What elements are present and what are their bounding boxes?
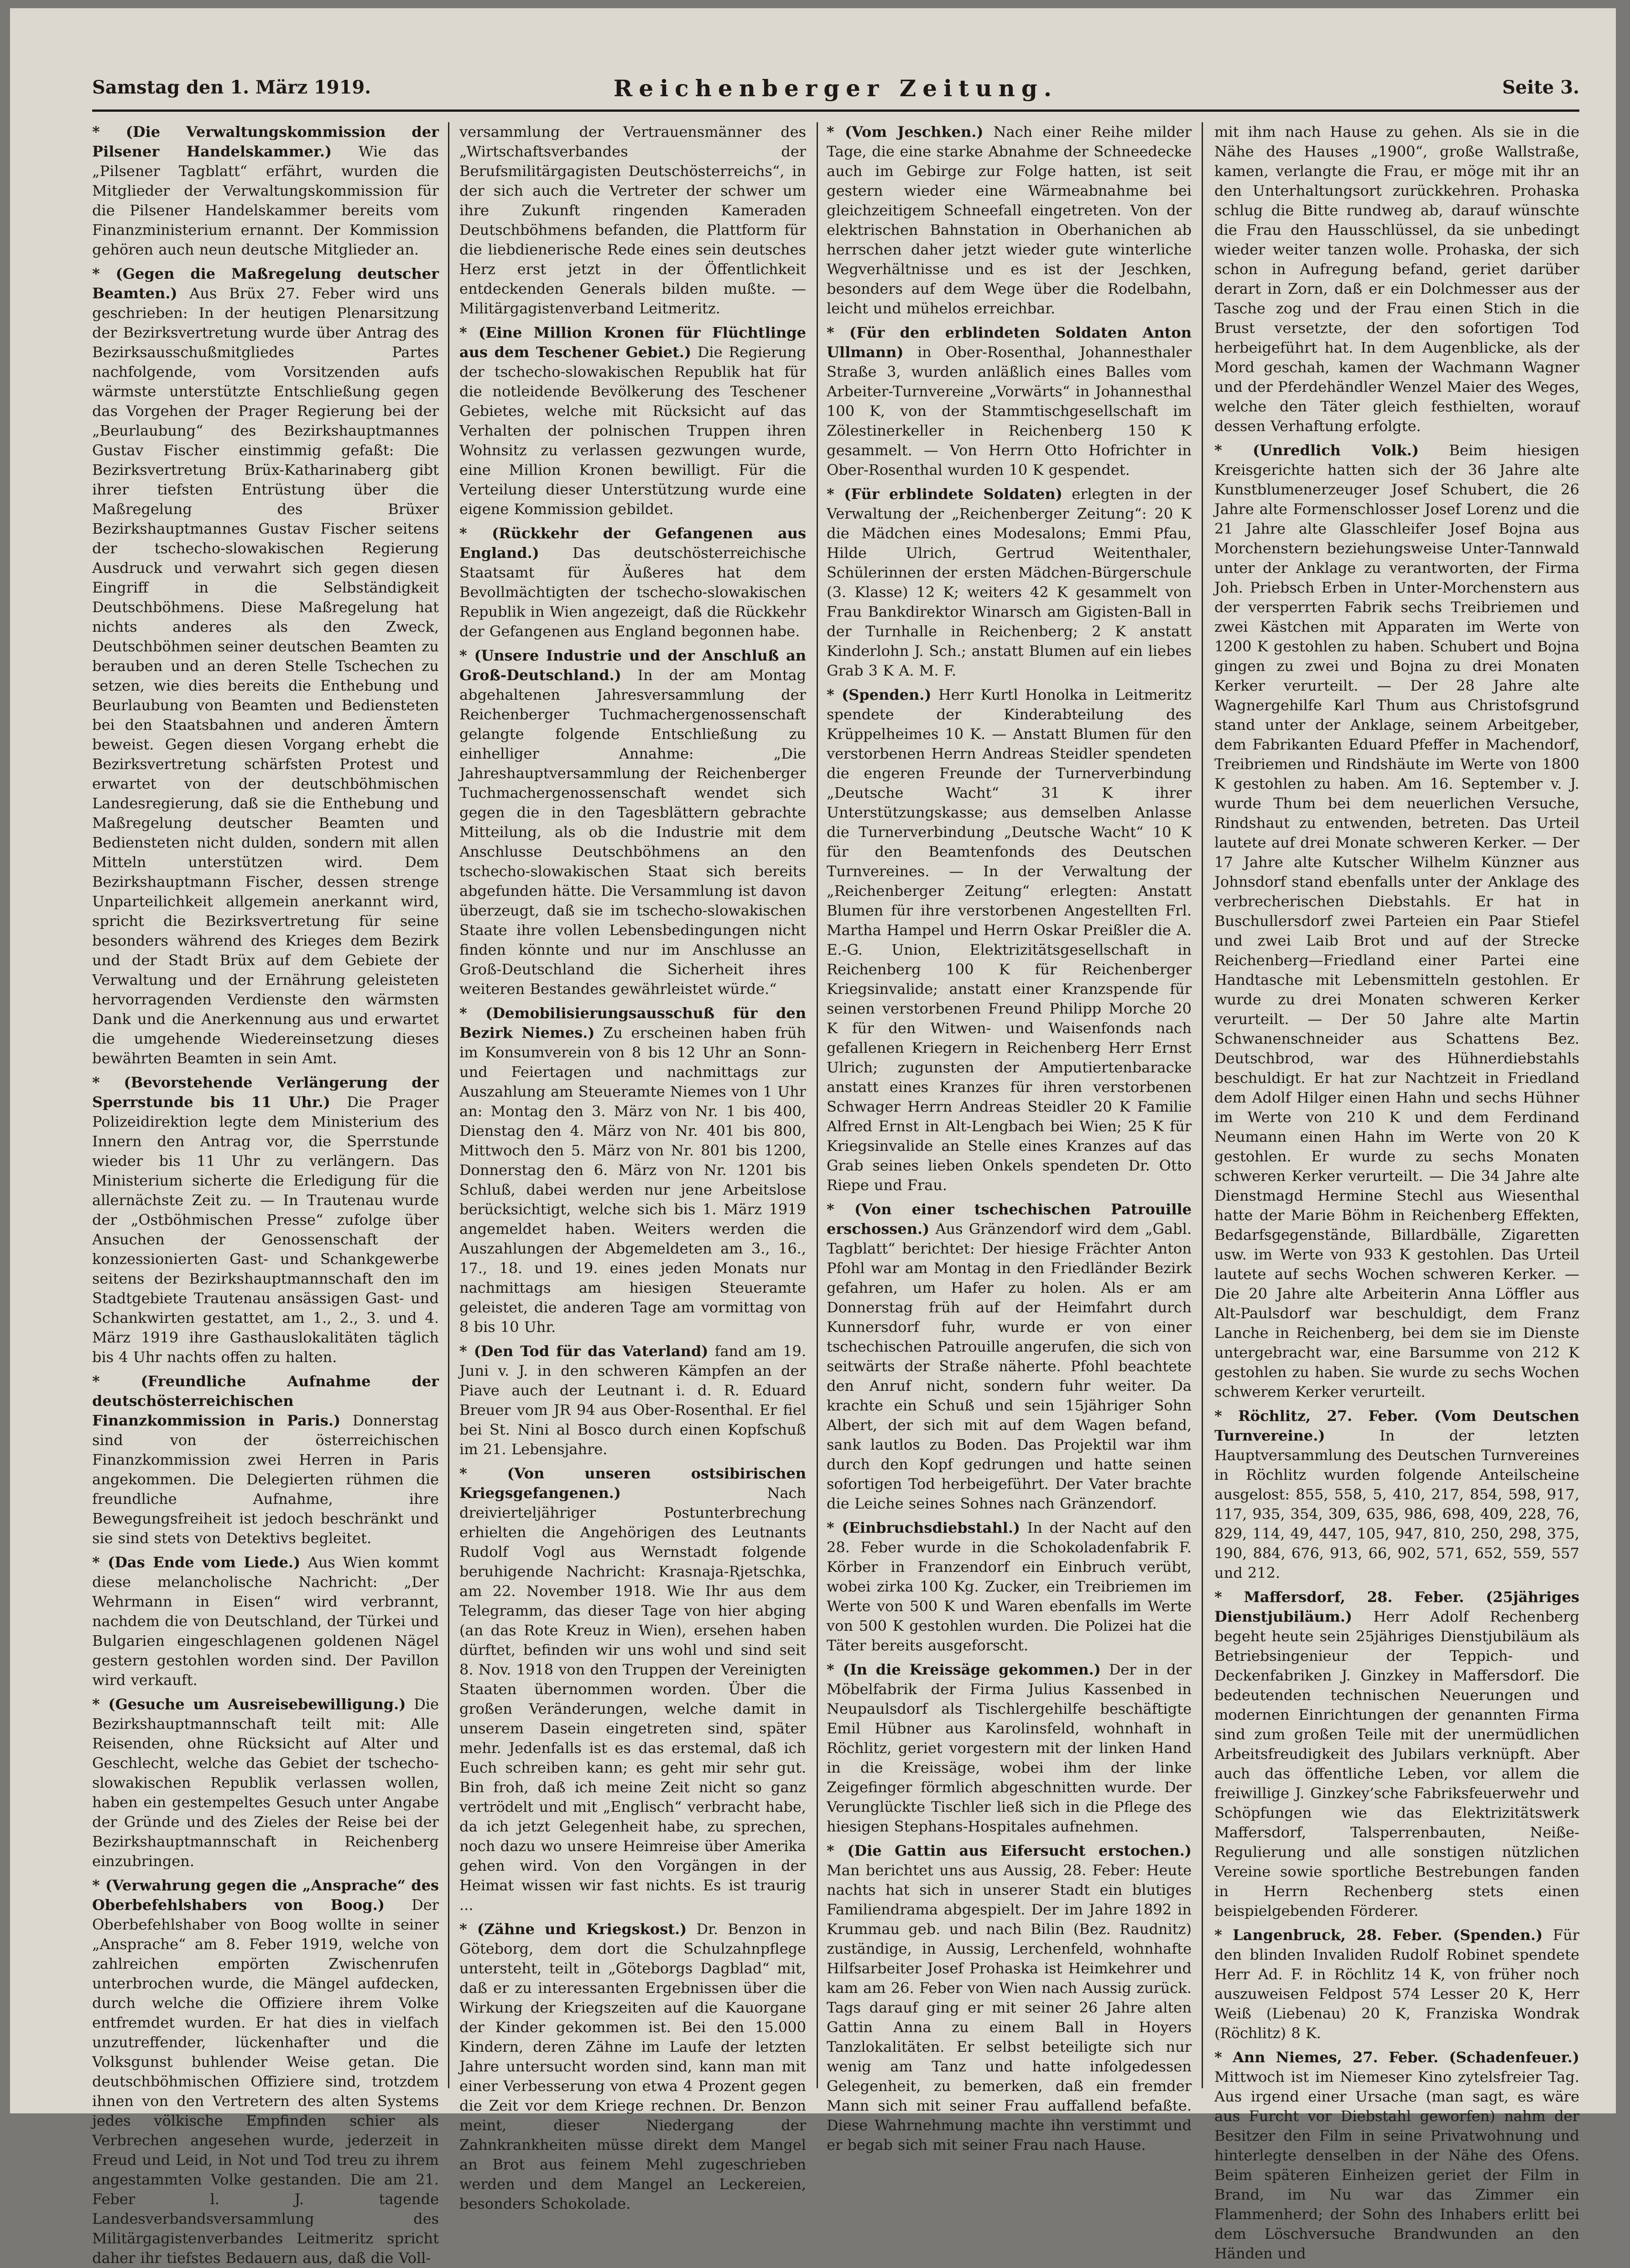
article-text: Aus Brüx 27. Feber wird uns geschrieben: In der heutigen Plenarsitzung der Bezirksvertretung wurde über Antrag des Bezirksausschußmitgliedes Partes nachfolgende, vom Vorsitzenden aufs wärmste unterstützte Entschließung gegen das Vorgehen der Prager Regierung bei der „Beurlaubung“ des Bezirkshauptmannes Gustav Fischer einstimmig gefaßt: Die Bezirksvertretung Brüx-Katharinaberg gibt ihrer tiefsten Entrüstung über die Maßregelung des Brüxer Bezirkshauptmannes Gustav Fischer seitens der tschecho-slowakischen Regierung Ausdruck und verwahrt sich gegen diesen Eingriff in die Selbständigkeit Deutschböhmens. Diese Maßregelung hat nichts anderes als den Zweck, Deutschböhmen seiner deutschen Beamten zu berauben und an deren Stelle Tschechen zu setzen, wie dies bereits die Enthebung und Beurlaubung von Beamten und Bediensteten bei den Staatsbahnen und anderen Ämtern beweist. Gegen diesen Vorgang erhebt die Bezirksvertretung schärfsten Protest und erwartet von der deutschböhmischen Landesregierung, daß sie die Enthebung und Maßregelung deutscher Beamten und Bediensteten nicht dulden, sondern mit allen Mitteln unterstützen wird. Dem Bezirkshauptmann Fischer, dessen strenge Unparteilichkeit allgemein anerkannt wird, spricht die Bezirksvertretung für seine besonders während des Krieges dem Bezirk und der Stadt Brüx auf dem Gebiete der Verwaltung und der Ernährung geleisteten hervorragenden Verdienste den wärmsten Dank und die Anerkennung aus und erwartet die umgehende Wiedereinsetzung dieses bewährten Beamten in sein Amt. — [92, 285, 439, 1067]
page-number: Seite 3. — [1502, 77, 1579, 98]
article — [827, 122, 1192, 318]
article-headline: * (Einbruchsdiebstahl.) — [827, 1519, 1020, 1536]
article-text: Wie das „Pilsener Tagblatt“ erfährt, wurden die Mitglieder der Verwaltungskommission für die Pilsener Handelskammer bereits vom Finanzministerium ernannt. Der Kommission gehören auch neun deutsche Mitglieder an. — [92, 143, 439, 258]
article-text: Nach dreivierteljähriger Postunterbrechung erhielten die Angehörigen des Leutnants Rudolf Vogl aus Wernstadt folgende beruhigende Nachricht: Krasnaja-Rjetschka, am 22. November 1918. Wie Ihr aus dem Telegramm, das dieser Tage von hier abging (an das Rote Kreuz in Wien), ersehen haben dürftet, befinden wir uns wohl und sind seit 8. Nov. 1918 von den Truppen der Vereinigten Staaten übernommen worden. Über die großen Veränderungen, welche damit in unserem Dasein eingetreten sind, später mehr. Jedenfalls ist es das erstemal, daß ich Euch schreiben kann; es geht mir sehr gut. Bin froh, daß ich meine Zeit nicht so ganz vertrödelt und mit „Englisch“ verbracht habe, da ich jetzt Gelegenheit habe, zu sprechen, noch dazu wo unsere Heimreise über Amerika gehen wird. Von den Vorgängen in der Heimat wissen wir fast nichts. Es ist traurig ... — [459, 1484, 806, 1914]
article — [827, 1518, 1192, 1655]
article-headline: * (Verwahrung gegen die „Ansprache“ des Oberbefehlshabers von Boog.) — [92, 1877, 439, 1914]
article — [827, 1660, 1192, 1836]
article — [827, 323, 1192, 480]
article-headline: * Langenbruck, 28. Feber. (Spenden.) — [1214, 1926, 1542, 1944]
article-headline: * (Gesuche um Ausreisebewilligung.) — [92, 1696, 406, 1713]
article — [1214, 122, 1579, 436]
article — [827, 685, 1192, 1195]
article-text: Zu erscheinen haben früh im Konsumverein von 8 bis 12 Uhr an Sonn- und Feiertagen und nachmittags zur Auszahlung am Steueramte Niemes von 1 Uhr an: Montag den 3. März von Nr. 1 bis 400, Dienstag den 4. März von Nr. 401 bis 800, Mittwoch den 5. März von Nr. 801 bis 1200, Donnerstag den 6. März von Nr. 1201 bis Schluß, dabei werden nur jene Arbeitslose berücksichtigt, welche sich bis 1. März 1919 angemeldet haben. Weiters werden die Auszahlungen der Abgemeldeten am 3., 16., 17., 18. und 19. eines jeden Monats nur nachmittags am hiesigen Steueramte geleistet, die anderen Tage am vormittag von 8 bis 10 Uhr. — [459, 1024, 807, 1336]
article-headline: * (Vom Jeschken.) — [827, 123, 984, 140]
article-headline: * (Eine Million Kronen für Flüchtlinge aus dem Teschener Gebiet.) — [459, 324, 806, 361]
column-divider — [1202, 122, 1203, 2088]
article-text: Mittwoch ist im Niemeser Kino zytelsfreier Tag. Aus irgend einer Ursache (man sagt, es wäre aus Furcht vor Diebstahl geworfen) nahm der Besitzer den Film in seine Privatwohnung und hinterlegte denselben in der Nähe des Ofens. Beim späteren Einheizen geriet der Film in Brand, im Nu war das Zimmer ein Flammenherd; der Sohn des Inhabers erlitt bei dem Löschversuche Brandwunden an den Händen und — [1214, 2068, 1579, 2262]
article — [92, 1695, 439, 1871]
article-text: Herr Kurtl Honolka in Leitmeritz spendete der Kinderabteilung des Krüppelheimes 10 K. — Anstatt Blumen für den verstorbenen Herrn Andreas Steidler spendeten die engeren Freunde der Turnerverbindung „Deutsche Wacht“ 31 K ihrer Unterstützungskasse; aus demselben Anlasse die Turnerverbindung „Deutsche Wacht“ 10 K für den Beamtenfonds des Deutschen Turnvereines. — In der Verwaltung der „Reichenberger Zeitung“ erlegten: Anstatt Blumen für ihre verstorbenen Angestellten Frl. Martha Hampel und Herrn Oskar Preißler die A. E.-G. Union, Elektrizitätsgesellschaft in Reichenberg 100 K für Reichenberger Kriegsinvalide; anstatt einer Kranzspende für seinen verstorbenen Freund Philipp Morche 20 K für den Witwen- und Waisenfonds nach gefallenen Kriegern in Reichenberg Herr Ernst Ulrich; zugunsten der Amputiertenbaracke anstatt eines Kranzes für ihren verstorbenen Schwager Herrn Andreas Steidler 20 K Familie Alfred Ernst in Alt-Lengbach bei Wien; 25 K für Kriegsinvalide an Stelle eines Kranzes auf das Grab seines lieben Onkels spendeten Dr. Otto Riepe und Frau. — [827, 686, 1192, 1194]
article-headline: * (Die Gattin aus Eifersucht erstochen.) — [827, 1842, 1192, 1859]
article-text: Dr. Benzon in Göteborg, dem dort die Schulzahnpflege untersteht, teilt in „Göteborgs Dagblad“ mit, daß er zu interessanten Ergebnissen über die Wirkung der Kriegszeiten auf die Kauorgane der Kinder gekommen ist. Bei den 15.000 Kindern, deren Zähne im Laufe der letzten Jahre untersucht worden sind, kann man mit einer Verbesserung von etwa 4 Prozent gegen die Zeit vor dem Kriege rechnen. Dr. Benzon meint, dieser Niedergang der Zahnkrankheiten müsse direkt dem Mangel an Brot aus feinem Mehl zugeschrieben werden und dem Mangel an Leckereien, besonders Schokolade. — [459, 1920, 807, 2212]
article — [459, 122, 806, 318]
article-text: Der Oberbefehlshaber von Boog wollte in seiner „Ansprache“ am 8. Feber 1919, welche von zahlreichen empörten Zwischenrufen unterbrochen wurde, die Mängel aufdecken, durch welche die Offiziere ihrem Volke entfremdet wurden. Er hat dies in vielfach unzutreffender, lückenhafter und die Volksgunst buhlender Weise getan. Die deutschböhmischen Offiziere sind, trotzdem ihnen von den Vertretern des alten Systems jedes völkische Empfinden schier als Verbrechen angesehen wurde, jederzeit in Freud und Leid, in Not und Tod treu zu ihrem angestammten Volke gestanden. Die am 21. Feber l. J. tagende Landesverbandsversammlung des Militärgagistenverbandes Leitmeritz spricht daher ihr tiefstes Bedauern aus, daß die Voll- — [92, 1896, 439, 2267]
article-text: Aus Gränzendorf wird dem „Gabl. Tagblatt“ berichtet: Der hiesige Frächter Anton Pfohl war am Montag in den Friedländer Bezirk gefahren, um Hafer zu holen. Als er am Donnerstag früh auf der Heimfahrt durch Kunnersdorf fuhr, wurde er von einer tschechischen Patrouille angerufen, die sich von seitwärts der Straße näherte. Pfohl beachtete den Anruf nicht, sondern fuhr weiter. Da krachte ein Schuß und sein 15jähriger Sohn Albert, der sich mit auf dem Wagen befand, sank lautlos zu Boden. Das Projektil war ihm durch den Kopf gedrungen und hatte seinen sofortigen Tod herbeigeführt. Der Vater brachte die Leiche seines Sohnes nach Gränzendorf. — [827, 1220, 1192, 1512]
column-3 — [827, 122, 1192, 2154]
article-text: mit ihm nach Hause zu gehen. Als sie in die Nähe des Hauses „1900“, große Wallstraße, kamen, verlangte die Frau, er möge mit ihr an den Unterhaltungsort zurückkehren. Prohaska schlug die Bitte rundweg ab, darauf wünschte die Frau den Hausschlüssel, da sie unbedingt wieder weiter tanzen wolle. Prohaska, der sich schon in Aufregung befand, geriet darüber derart in Zorn, daß er ein Dolchmesser aus der Tasche zog und der Frau einen Stich in die Brust versetzte, der den sofortigen Tod herbeigeführt hat. In dem Augenblicke, als der Mord geschah, kamen der Wachmann Wagner und der Pferdehändler Wenzel Maier des Weges, welche den Täter gleich festhielten, worauf dessen Verhaftung erfolgte. — [1214, 123, 1579, 435]
article-headline: * (Für den erblindeten Soldaten Anton Ullmann) — [827, 324, 1192, 361]
article-headline: * (Zähne und Kriegskost.) — [459, 1920, 687, 1938]
article-headline: * (Unsere Industrie und der Anschluß an Groß-Deutschland.) — [459, 647, 806, 684]
article-headline: * (Für erblindete Soldaten) — [827, 485, 1062, 503]
article-text: Aus Wien kommt diese melancholische Nachricht: „Der Wehrmann in Eisen“ wird verbrannt, nachdem die von Deutschland, der Türkei und Bulgarien eingeschlagenen goldenen Nägel gestern gestohlen worden sind. Der Pavillon wird verkauft. — [92, 1554, 439, 1689]
article — [459, 1004, 806, 1337]
article — [459, 1919, 806, 2214]
article — [92, 1073, 439, 1367]
article-text: in Ober-Rosenthal, Johannesthaler Straße 3, wurden anläßlich eines Balles vom Arbeiter-Turnvereine „Vorwärts“ in Johannesthal 100 K, von der Stammtischgesellschaft im Zölestinerkeller in Reichenberg 150 K gesammelt. — Von Herrn Otto Hofrichter in Ober-Rosenthal wurden 10 K gespendet. — [827, 343, 1192, 479]
article-headline: * (Von unseren ostsibirischen Kriegsgefangenen.) — [459, 1465, 806, 1502]
article-headline: * Maffersdorf, 28. Feber. (25jähriges Dienstjubiläum.) — [1214, 1588, 1579, 1625]
article — [459, 646, 806, 999]
newspaper-page — [10, 8, 1616, 2267]
article — [459, 323, 806, 519]
article-text: fand am 19. Juni v. J. in den schweren Kämpfen an der Piave auch der Leutnant i. d. R. Eduard Breuer vom JR 94 aus Ober-Rosenthal. Er fiel bei St. Nini al Bosco durch einen Kopfschuß im 21. Lebensjahre. — [459, 1342, 807, 1458]
article — [92, 1553, 439, 1690]
article-text: Die Prager Polizeidirektion legte dem Ministerium des Innern den Antrag vor, die Sperrstunde wieder bis 11 Uhr zu verlängern. Das Ministerium sicherte die Erledigung für die allernächste Zeit zu. — In Trautenau wurde der „Ostböhmischen Presse“ zufolge über Ansuchen der Genossenschaft der konzessionierten Gast- und Schankgewerbe seitens der Bezirkshauptmannschaft den im Stadtgebiete Trautenau ansässigen Gast- und Schankwirten gestattet, am 1., 2., 3. und 4. März 1919 ihre Gasthauslokalitäten täglich bis 4 Uhr nachts offen zu halten. — [92, 1093, 439, 1366]
article — [827, 1200, 1192, 1514]
article-text: Herr Adolf Rechenberg begeht heute sein 25jähriges Dienstjubiläum als Betriebsingenieur der Teppich- und Deckenfabriken J. Ginzkey in Maffersdorf. Die bedeutenden technischen Neuerungen und modernen Einrichtungen der genannten Firma sind zum großen Teile mit der unermüdlichen Arbeitsfreudigkeit des Jubilars verknüpft. Aber auch das öffentliche Leben, vor allem die freiwillige J. Ginzkey’sche Fabriksfeuerwehr und Schöpfungen wie das Elektrizitätswerk Maffersdorf, Talsperrenbauten, Neiße-Regulierung und alle sonstigen nützlichen Vereine sowie sportliche Bestrebungen fanden in Herrn Rechenberg stets einen beispielgebenden Förderer. — [1214, 1608, 1579, 1919]
column-2 — [459, 122, 807, 2212]
article-text: Der in der Möbelfabrik der Firma Julius Kassenbed in Neupaulsdorf als Tischlergehilfe beschäftigte Emil Hübner aus Karolinsfeld, wohnhaft in Röchlitz, geriet vorgestern mit der linken Hand in die Kreissäge, wobei ihm der linke Zeigefinger förmlich abgeschnitten wurde. Der Verunglückte Tischler ließ sich in die Pflege des hiesigen Stephans-Hospitales aufnehmen. — [827, 1661, 1192, 1835]
article — [92, 1876, 439, 2268]
article-headline: * (Von einer tschechischen Patrouille erschossen.) — [827, 1201, 1192, 1238]
column-divider — [448, 122, 449, 2088]
article-headline: * (Unredlich Volk.) — [1214, 442, 1419, 459]
article-headline: * (Freundliche Aufnahme der deutschösterreichischen Finanzkommission in Paris.) — [92, 1373, 439, 1429]
article-text: In der letzten Hauptversammlung des Deutschen Turnvereines in Röchlitz wurden folgende Anteilscheine ausgelost: 855, 558, 5, 410, 217, 854, 598, 917, 117, 935, 354, 309, 635, 986, 698, 409, 228, 76, 829, 114, 49, 447, 105, 947, 810, 250, 298, 375, 190, 884, 676, 913, 66, 902, 571, 652, 559, 557 und 212. — [1214, 1427, 1580, 1581]
column-4 — [1214, 122, 1580, 2262]
article — [1214, 1587, 1579, 1921]
article-headline: * (Die Verwaltungskommission der Pilsener Handelskammer.) — [92, 123, 439, 160]
column-1 — [92, 122, 439, 2267]
article-headline: * (Demobilisierungsausschuß für den Bezirk Niemes.) — [459, 1004, 806, 1041]
article — [459, 524, 806, 641]
article-text: Für den blinden Invaliden Rudolf Robinet spendete Herr Ad. F. in Röchlitz 14 K, von früher noch auszuweisen Feldpost 574 Lesser 20 K, Herr Weiß (Liebenau) 20 K, Franziska Wondrak (Röchlitz) 8 K. — [1214, 1926, 1580, 2042]
article-headline: * (Das Ende vom Liede.) — [92, 1554, 300, 1571]
article-text: Beim hiesigen Kreisgerichte hatten sich der 36 Jahre alte Kunstblumenerzeuger Josef Schubert, die 26 Jahre alte Formenschlosser Josef Lorenz und die 21 Jahre alte Glasschleifer Josef Bojna aus Morchenstern beziehungsweise Unter-Tannwald unter der Anklage zu verantworten, der Firma Joh. Priebsch Erben in Unter-Morchenstern aus der versperrten Fabrik sechs Treibriemen und zwei Kästchen mit Apparaten im Werte von 1200 K gestohlen zu haben. Schubert und Bojna gingen zu zwei und Bojna zu drei Monaten Kerker verurteilt. — Der 28 Jahre alte Wagnergehilfe Karl Thum aus Christofsgrund stand unter der Anklage, seinem Arbeitgeber, dem Fabrikanten Eduard Pfeffer in Machendorf, Treibriemen und Rindshäute im Werte von 1800 K gestohlen zu haben. Am 16. September v. J. wurde Thum bei dem neuerlichen Versuche, Rindshaut zu entwenden, betreten. Das Urteil lautete auf drei Monate schweren Kerker. — Der 17 Jahre alte Kutscher Wilhelm Künzner aus Johnsdorf stand ebenfalls unter der Anklage des verbrecherischen Diebstahls. Er hat in Buschullersdorf zwei Parteien ein Paar Stiefel und zwei Laib Brot und auf der Strecke Reichenberg—Friedland einer Partei eine Handtasche mit Lebensmitteln gestohlen. Er wurde zu drei Monaten schweren Kerker verurteilt. — Der 50 Jahre alte Martin Schwanenschneider aus Schattens Bez. Deutschbrod, war des Hühnerdiebstahls beschuldigt. Er hat zur Nachtzeit in Friedland dem Adolf Hilger einen Hahn und sechs Hühner im Werte von 210 K und dem Ferdinand Neumann einen Hahn im Werte von 20 K gestohlen. Er wurde zu sechs Monaten schweren Kerker verurteilt. — Die 34 Jahre alte Dienstmagd Hermine Stechl aus Wiesenthal hatte der Marie Böhm in Reichenberg Effekten, Bedarfsgegenstände, Billardbälle, Zigaretten usw. im Werte von 933 K gestohlen. Das Urteil lautete auf sechs Wochen schweren Kerker. — Die 20 Jahre alte Arbeiterin Anna Löffler aus Alt-Paulsdorf war beschuldigt, dem Franz Lanche in Reichenberg, bei dem sie im Dienste untergebracht war, eine Barsumme von 212 K gestohlen zu haben. Sie wurde zu sechs Wochen schwerem Kerker verurteilt. — [1214, 442, 1580, 1400]
article — [1214, 1406, 1579, 1583]
article-text: Man berichtet uns aus Aussig, 28. Feber: Heute nachts hat sich in unserer Stadt ein blutiges Familiendrama abgespielt. Der im Jahre 1892 in Krummau geb. und nach Bilin (Bez. Raudnitz) zuständige, in Aussig, Lerchenfeld, wohnhafte Hilfsarbeiter Josef Prohaska ist Heimkehrer und kam am 26. Feber von Wien nach Aussig zurück. Tags darauf ging er mit seiner 26 Jahre alten Gattin Anna zu einem Ball in Hoyers Tanzlokalitäten. Er selbst beteiligte sich nur wenig am Tanz und hatte infolgedessen Gelegenheit, zu bemerken, daß ein fremder Mann sich mit seiner Frau auffallend befaßte. Diese Wahrnehmung machte ihn verstimmt und er begab sich mit seiner Frau nach Hause. — [827, 1862, 1192, 2154]
article-text: versammlung der Vertrauensmänner des „Wirtschaftsverbandes der Berufsmilitärgagisten Deutschösterreichs“, in der sich auch die Vertreter der schwer um ihre Zukunft ringenden Kameraden Deutschböhmens befanden, die Plattform für die liebdienerische Rede eines sein deutsches Herz erst jetzt in der Öffentlichkeit entdeckenden Generals bilden mußte. — Militärgagistenverband Leitmeritz. — [459, 123, 806, 317]
article-text: Die Bezirkshauptmannschaft teilt mit: Alle Reisenden, ohne Rücksicht auf Alter und Geschlecht, welche das Gebiet der tschecho-slowakischen Republik verlassen wollen, haben ein gestempeltes Gesuch unter Angabe der Gründe und des Zieles der Reise bei der Bezirkshauptmannschaft in Reichenberg einzubringen. — [92, 1696, 439, 1870]
article — [92, 1372, 439, 1548]
article-headline: * (Spenden.) — [827, 686, 932, 703]
article-text: Donnerstag sind von der österreichischen Finanzkommission zwei Herren in Paris angekommen. Die Delegierten rühmen die freundliche Aufnahme, ihre Bewegungsfreiheit ist jedoch beschränkt und sie sind stets von Detektivs begleitet. — [92, 1412, 439, 1547]
article — [827, 484, 1192, 681]
article-text: In der am Montag abgehaltenen Jahresversammlung der Reichenberger Tuchmachergenossenschaft gelangte folgende Entschließung zu einhelliger Annahme: „Die Jahreshauptversammlung der Reichenberger Tuchmachergenossenschaft wendet sich gegen die in den Tagesblättern gebrachte Mitteilung, als ob die Industrie mit dem Anschlusse Deutschböhmens an den tschecho-slowakischen Staat sich bereits abgefunden hätte. Die Versammlung ist davon überzeugt, daß sie im tschecho-slowakischen Staate ihre vollen Lebensbedingungen nicht finden könnte und nur im Anschlusse an Groß-Deutschland die Sicherheit ihres weiteren Bestandes gewährleistet würde.“ — [459, 666, 806, 998]
article — [1214, 1925, 1579, 2043]
article — [827, 1841, 1192, 2155]
article — [92, 122, 439, 260]
article-text: erlegten in der Verwaltung der „Reichenberger Zeitung“: 20 K die Mädchen eines Modesalons; Emmi Pfau, Hilde Ulrich, Gertrud Weitenthaler, Schülerinnen der ersten Mädchen-Bürgerschule (3. Klasse) 12 K; weiters 42 K gesammelt von Frau Bankdirektor Winarsch am Gigisten-Ball in der Turnhalle in Reichenberg; 2 K anstatt Kinderlohn J. Sch.; anstatt Blumen auf ein liebes Grab 3 K A. M. F. — [827, 485, 1192, 679]
article-text: Das deutschösterreichische Staatsamt für Äußeres hat dem Bevollmächtigten der tschecho-slowakischen Republik in Wien angezeigt, daß die Rückkehr der Gefangenen aus England begonnen habe. — [459, 544, 806, 640]
article-headline: * Ann Niemes, 27. Feber. (Schadenfeuer.) — [1214, 2049, 1579, 2066]
article — [459, 1342, 806, 1459]
header-rule — [92, 109, 1579, 112]
article-headline: * Röchlitz, 27. Feber. (Vom Deutschen Turnvereine.) — [1214, 1407, 1579, 1444]
newspaper-title: Reichenberger Zeitung. — [613, 75, 1058, 102]
article-headline: * (Rückkehr der Gefangenen aus England.) — [459, 525, 806, 562]
column-divider — [817, 122, 818, 2088]
article-text: Nach einer Reihe milder Tage, die eine starke Abnahme der Schneedecke auch im Gebirge zur Folge hatten, ist seit gestern wieder eine Wärmeabnahme bei gleichzeitigem Schneefall eingetreten. Von der elektrischen Bahnstation in Oberhanichen ab herrschen daher jetzt wieder gute winterliche Wegverhältnisse und es ist der Jeschken, besonders auf dem Wege über die Rodelbahn, leicht und mühelos erreichbar. — [827, 123, 1192, 317]
article — [1214, 441, 1579, 1402]
masthead — [92, 77, 1579, 109]
article — [92, 264, 439, 1068]
article-headline: * (Den Tod für das Vaterland) — [459, 1342, 708, 1360]
article-text: Die Regierung der tschecho-slowakischen Republik hat für die notleidende Bevölkerung des Teschener Gebietes, welche mit Rücksicht auf das Verhalten der polnischen Truppen ihren Wohnsitz zu verlassen gezwungen wurde, eine Million Kronen bewilligt. Für die Verteilung dieser Unterstützung wurde eine eigene Kommission gebildet. — [459, 343, 807, 518]
article-headline: * (In die Kreissäge gekommen.) — [827, 1661, 1101, 1678]
article-text: In der Nacht auf den 28. Feber wurde in die Schokoladenfabrik F. Körber in Franzendorf ein Einbruch verübt, wobei zirka 100 Kg. Zucker, ein Treibriemen im Werte von 500 K und Waren ebenfalls im Werte von 500 K gestohlen wurden. Die Polizei hat die Täter bereits ausgeforscht. — [827, 1519, 1192, 1654]
article-headline: * (Gegen die Maßregelung deutscher Beamten.) — [92, 265, 439, 302]
issue-date: Samstag den 1. März 1919. — [92, 77, 371, 98]
article — [459, 1464, 806, 1915]
article-headline: * (Bevorstehende Verlängerung der Sperrstunde bis 11 Uhr.) — [92, 1074, 439, 1111]
article — [1214, 2048, 1579, 2263]
